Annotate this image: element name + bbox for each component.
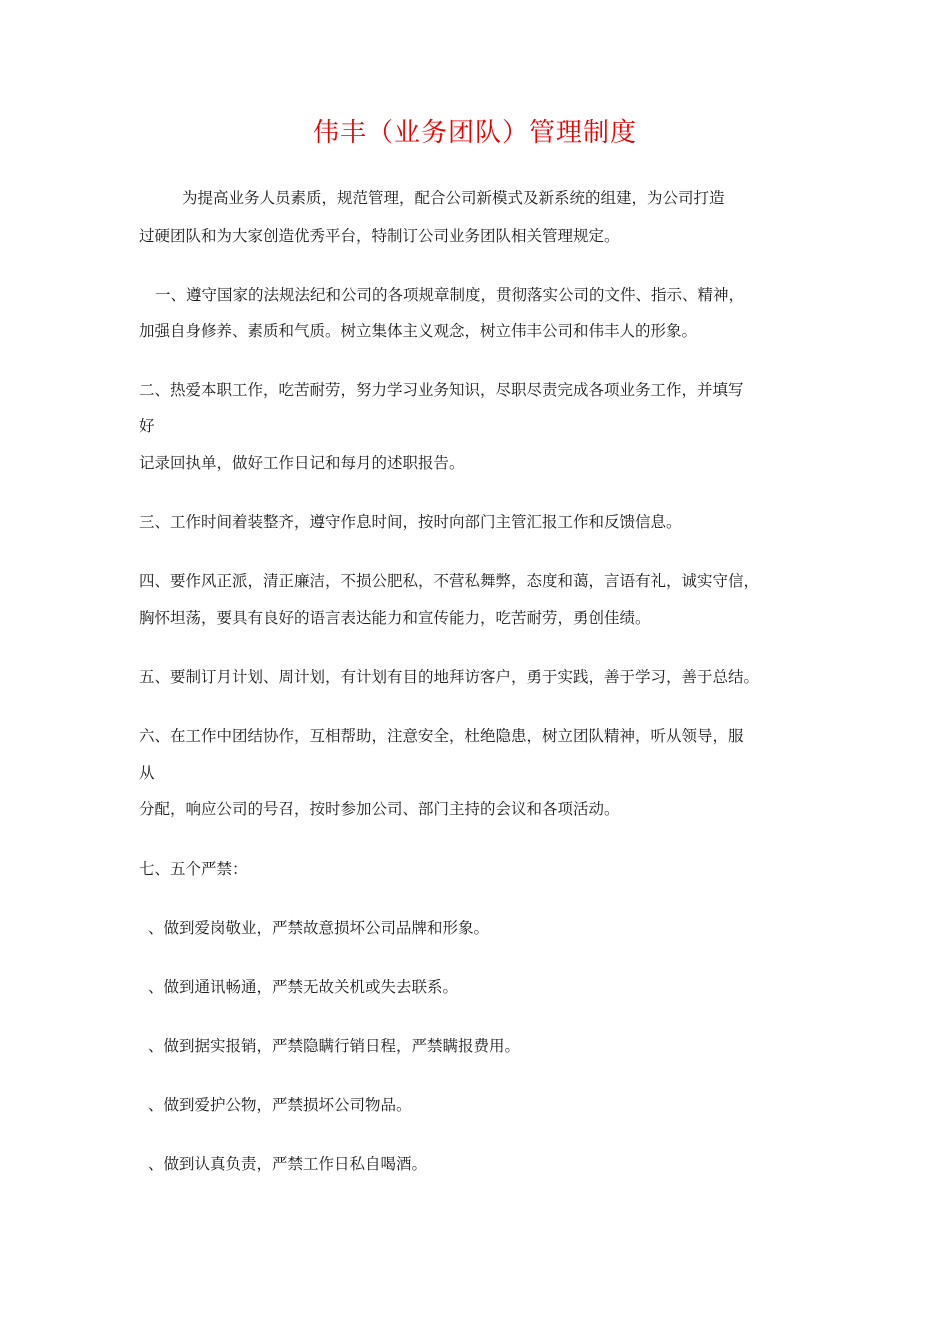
rule-6-line-1: 六、在工作中团结协作，互相帮助，注意安全，杜绝隐患，树立团队精神，听从领导，服: [139, 727, 744, 745]
rule-1-line-2: 加强自身修养、素质和气质。树立集体主义观念，树立伟丰公司和伟丰人的形象。: [139, 322, 698, 340]
rule-2-line-3: 记录回执单，做好工作日记和每月的述职报告。: [139, 454, 465, 472]
intro-line-1: 为提高业务人员素质，规范管理，配合公司新模式及新系统的组建，为公司打造: [182, 189, 725, 207]
intro-line-2: 过硬团队和为大家创造优秀平台，特制订公司业务团队相关管理规定。: [139, 227, 620, 245]
rule-4-line-1: 四、要作风正派，清正廉洁，不损公肥私，不营私舞弊，态度和蔼，言语有礼，诚实守信，: [139, 572, 760, 590]
rule-7-line-1: 七、五个严禁：: [139, 860, 248, 878]
page-title: 伟丰（业务团队）管理制度: [312, 118, 637, 148]
rule-3-line-1: 三、工作时间着装整齐，遵守作息时间，按时向部门主管汇报工作和反馈信息。: [139, 513, 682, 531]
rule-6-line-3: 分配，响应公司的号召，按时参加公司、部门主持的会议和各项活动。: [139, 800, 620, 818]
prohibition-item: 、做到通讯畅通，严禁无故关机或失去联系。: [148, 978, 459, 996]
rule-1-line-1: 一、遵守国家的法规法纪和公司的各项规章制度，贯彻落实公司的文件、指示、精神，: [155, 286, 745, 304]
prohibition-item: 、做到爱护公物，严禁损坏公司物品。: [148, 1096, 412, 1114]
prohibition-item: 、做到认真负责，严禁工作日私自喝酒。: [148, 1155, 428, 1173]
rule-5-line-1: 五、要制订月计划、周计划，有计划有目的地拜访客户，勇于实践，善于学习，善于总结。: [139, 668, 760, 686]
rule-6-line-2: 从: [139, 764, 155, 782]
prohibition-item: 、做到爱岗敬业，严禁故意损坏公司品牌和形象。: [148, 919, 490, 937]
rule-2-line-2: 好: [139, 417, 155, 435]
rule-2-line-1: 二、热爱本职工作，吃苦耐劳，努力学习业务知识，尽职尽责完成各项业务工作，并填写: [139, 381, 744, 399]
rule-4-line-2: 胸怀坦荡，要具有良好的语言表达能力和宣传能力，吃苦耐劳，勇创佳绩。: [139, 609, 651, 627]
prohibition-item: 、做到据实报销，严禁隐瞒行销日程，严禁瞒报费用。: [148, 1037, 521, 1055]
